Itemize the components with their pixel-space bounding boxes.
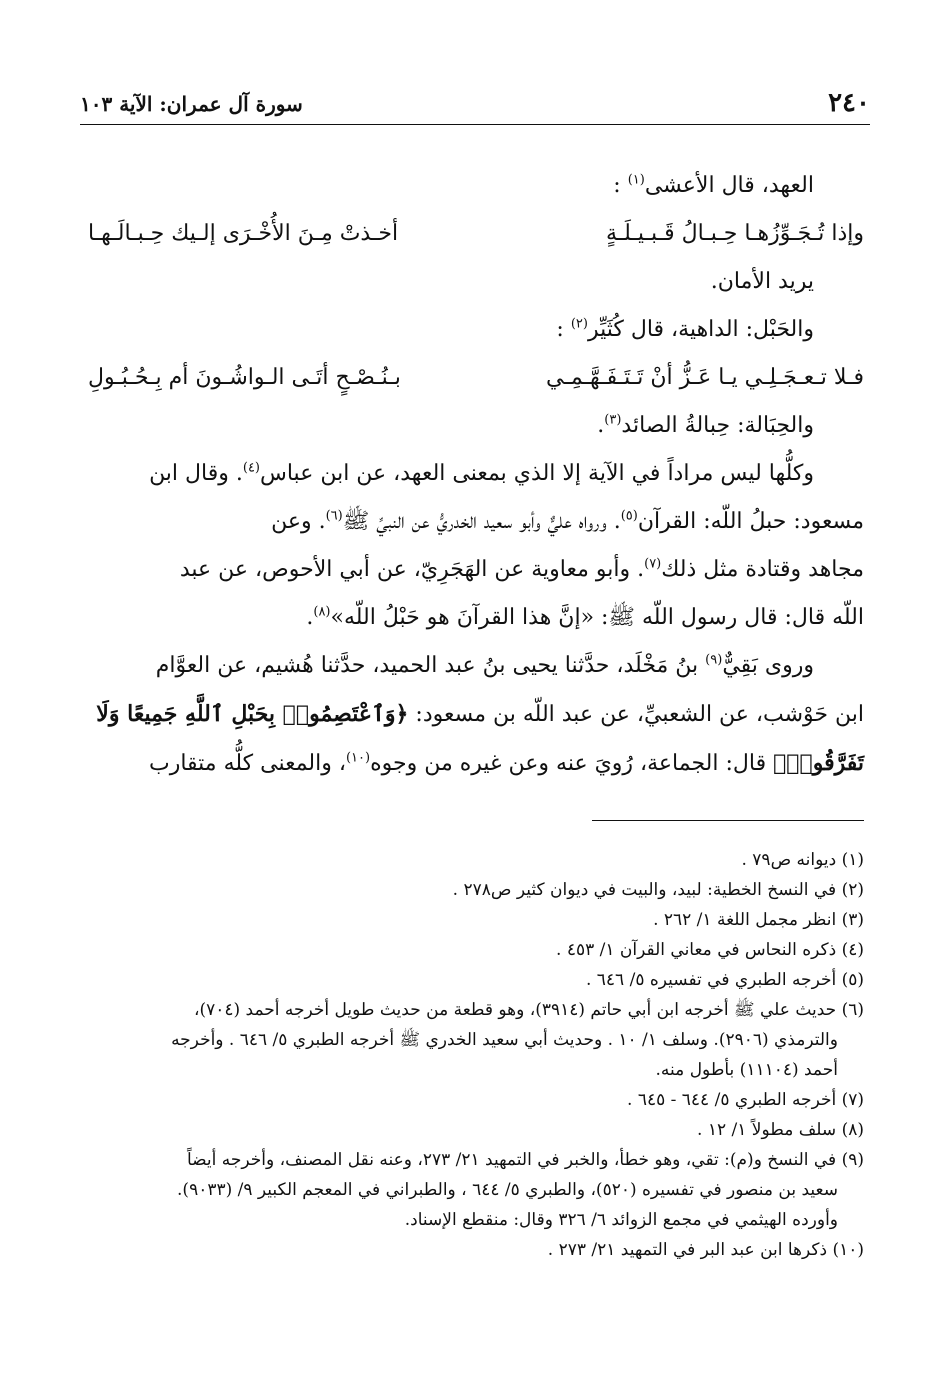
text-line: العهد، قال الأعشى$^{(١)}$ : — [613, 172, 814, 198]
page-header — [80, 88, 870, 125]
poetry-verse — [88, 354, 864, 402]
footnote-ref: (٥) — [620, 508, 638, 524]
footnote-ref: (٣) — [604, 412, 622, 428]
paragraph-line: وكلُّها ليس مراداً في الآية إلا الذي بمعنى العهد، عن ابن عباس$^{(٤)}$. وقال ابن — [149, 460, 814, 486]
paragraph-line: مجاهد وقتادة مثل ذلك$^{(٧)}$. وأبو معاوية عن الهَجَرِيّ، عن أبي الأحوص، عن عبد — [179, 556, 864, 582]
text-line: يريد الأمان. — [710, 269, 814, 294]
footnote-divider — [592, 820, 864, 821]
footnote: (٤) ذكره النحاس في معاني القرآن ١/ ٤٥٣ . — [556, 940, 864, 960]
paragraph-line: ابن حَوْشب، عن الشعبيِّ، عن عبد اللّه بن مسعود: ﴿وَٱعْتَصِمُوا۟ بِحَبْلِ ٱللَّهِ جَمِيعًا وَلَا — [96, 701, 864, 727]
footnote: (٧) أخرجه الطبري ٥/ ٦٤٤ - ٦٤٥ . — [627, 1090, 864, 1110]
verse-hemistich-first: فـلا تـعـجَـلِـي يـا عَـزُّ أنْ تَـتَـفَـهَّـمِـي — [546, 365, 864, 390]
footnote: (٨) سلف مطولاً ١/ ١٢ . — [697, 1120, 864, 1140]
paragraph-line: وروى بَقِيٌّ$^{(٩)}$ بنُ مَخْلَد، حدَّثنا يحيى بنُ عبد الحميد، حدَّثنا هُشيم، عن العوَّام — [155, 652, 814, 678]
text-line: والحِبَالة: حِبالةُ الصائد$^{(٣)}$. — [597, 412, 814, 438]
paragraph-line: اللّه قال: قال رسول اللّه ﷺ: «إنَّ هذا القرآنَ هو حَبْلُ اللّه»$^{(٨)}$. — [306, 604, 864, 630]
quran-quote: تَفَرَّقُوا۟﴾ — [773, 750, 864, 776]
footnote: (٥) أخرجه الطبري في تفسيره ٥/ ٦٤٦ . — [585, 970, 864, 990]
quran-quote: ﴿وَٱعْتَصِمُوا۟ بِحَبْلِ ٱللَّهِ جَمِيعًا وَلَا — [96, 701, 409, 727]
footnote-ref: (١٠) — [345, 750, 371, 766]
footnote-ref: (٤) — [242, 460, 260, 476]
footnote-continuation: سعيد بن منصور في تفسيره (٥٢٠)، والطبري ٥/ ٦٤٤ ، والطبراني في المعجم الكبير ٩/ (٩٠٣٣). — [177, 1180, 838, 1200]
footnote-ref: (٢) — [570, 316, 588, 332]
verse-hemistich-first: وإذا تُـجَـوِّزُهـا حِـبـالُ قَـبـيـلَـةٍ — [605, 221, 864, 246]
verse-hemistich-second: بـنُـصْـحٍ أتَـى الـواشُـونَ أم بِـحُـبُـولِ — [88, 365, 401, 390]
footnote-continuation: أحمد (١١١٠٤) بأطول منه. — [655, 1060, 838, 1080]
footnote-continuation: وأورده الهيثمي في مجمع الزوائد ٦/ ٣٢٦ وقال: منقطع الإسناد. — [404, 1210, 838, 1230]
footnote: (٩) في النسخ و(م): تقي، وهو خطأ، والخبر في التمهيد ٢١/ ٢٧٣، وعنه نقل المصنف، وأخرجه أيضاً — [187, 1150, 864, 1170]
running-title: سورة آل عمران: الآية ١٠٣ — [80, 92, 303, 116]
footnote: (٢) في النسخ الخطية: لبيد، والبيت في ديوان كثير ص٢٧٨ . — [452, 880, 864, 900]
footnote-ref: (٦) — [325, 508, 343, 524]
footnote-ref: (٨) — [313, 604, 331, 620]
poetry-verse — [88, 210, 864, 258]
footnote: (١) ديوانه ص٧٩ . — [741, 850, 864, 870]
page-number: ٢٤٠ — [828, 88, 870, 118]
footnotes — [84, 845, 864, 1265]
footnote-ref: (١) — [627, 172, 645, 188]
paragraph-line: مسعود: حبلُ اللّه: القرآن$^{(٥)}$. ورواه عليٌّ وأبو سعيد الخدريُّ عن النبيِّ ﷺ$^{(٦)}$. وعن — [271, 508, 864, 534]
footnote-ref: (٧) — [644, 556, 662, 572]
text-line: والحَبْل: الداهية، قال كُثَيِّر$^{(٢)}$ : — [556, 316, 814, 342]
footnote: (١٠) ذكرها ابن عبد البر في التمهيد ٢١/ ٢٧٣ . — [547, 1240, 864, 1260]
footnote-ref: (٩) — [705, 652, 723, 668]
footnote-continuation: والترمذي (٢٩٠٦). وسلف ١/ ١٠ . وحديث أبي سعيد الخدري ﷺ أخرجه الطبري ٥/ ٦٤٦ . وأخرجه — [171, 1030, 838, 1050]
verse-hemistich-second: أخـذتْ مِـنَ الأُخْـرَى إلـيك حِـبـالَـهـا — [88, 221, 399, 246]
paragraph-line: تَفَرَّقُوا۟﴾ قال: الجماعة، رُويَ عنه وعن غيره من وجوه$^{(١٠)}$، والمعنى كلُّه متقارب — [149, 750, 864, 776]
footnote: (٦) حديث علي ﷺ أخرجه ابن أبي حاتم (٣٩١٤)، وهو قطعة من حديث طويل أخرجه أحمد (٧٠٤)، — [193, 1000, 864, 1020]
main-text — [88, 162, 864, 788]
footnote: (٣) انظر مجمل اللغة ١/ ٢٦٢ . — [653, 910, 864, 930]
